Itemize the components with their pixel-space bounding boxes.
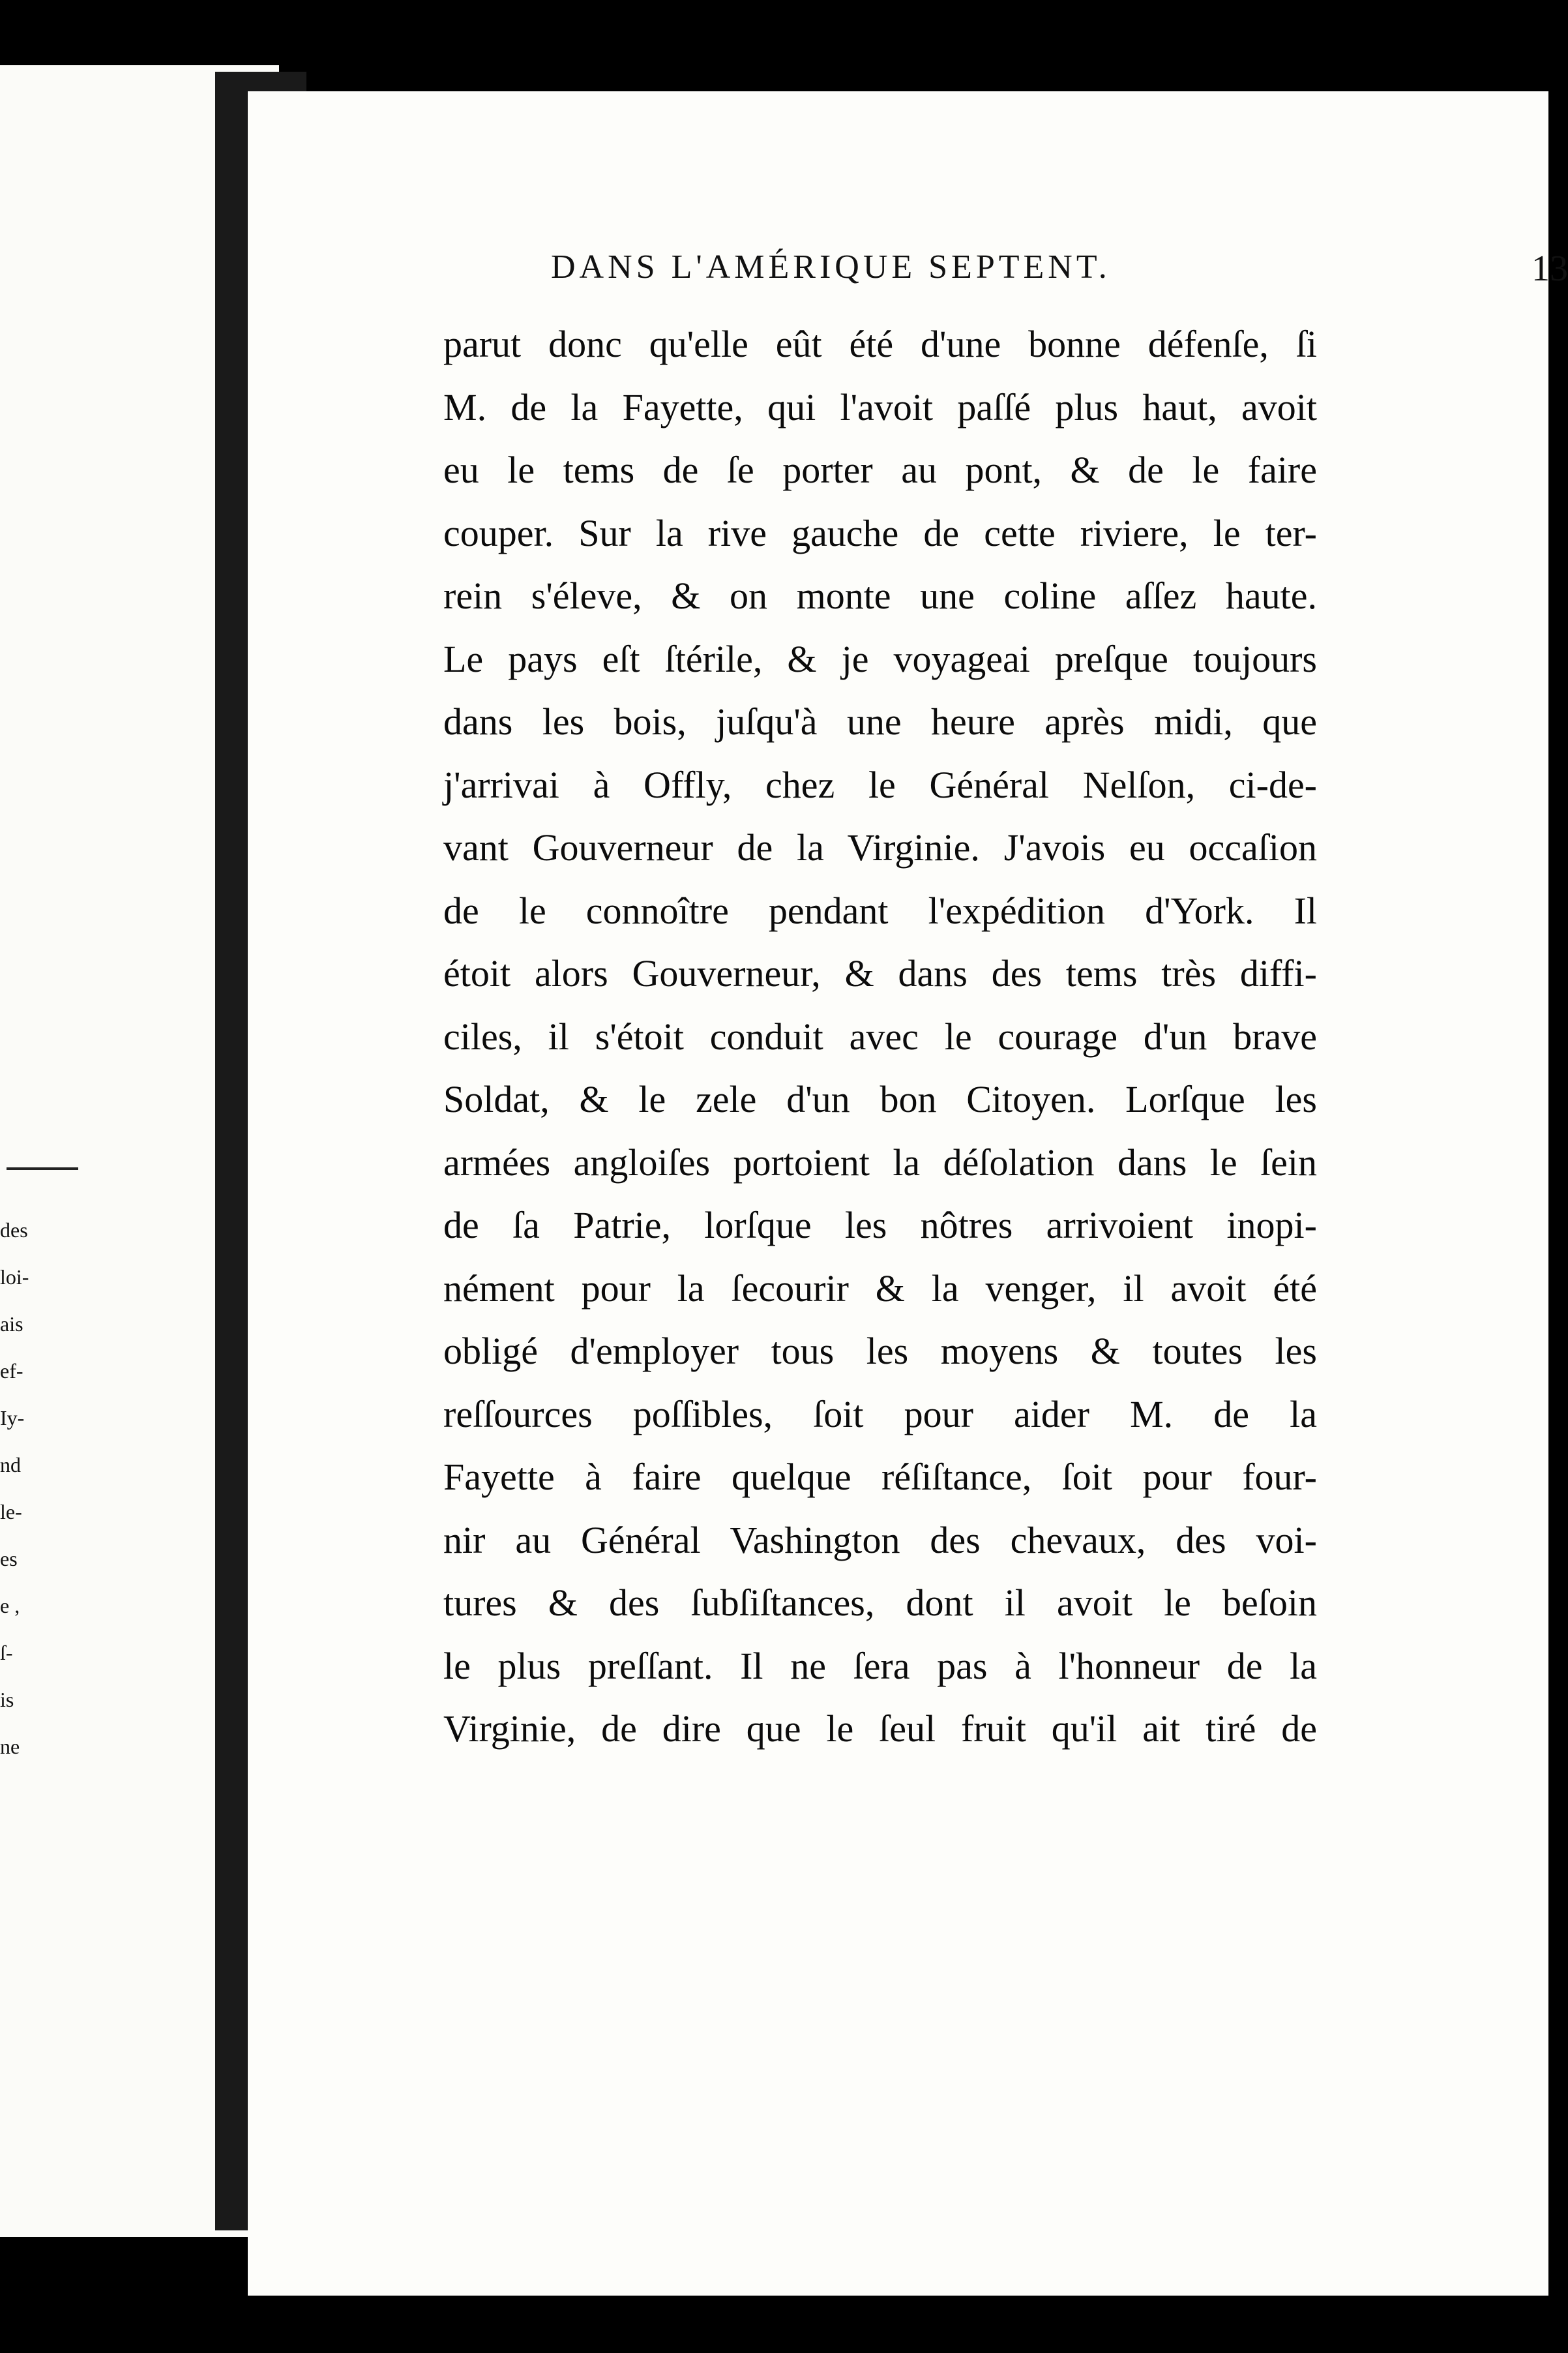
text-line: j'arrivai à Offly, chez le Général Nelſon, ci-de- [443, 763, 1317, 806]
left-note: ais [0, 1312, 23, 1336]
text-line: couper. Sur la rive gauche de cette riviere, le ter- [443, 511, 1317, 554]
text-line: rein s'éleve, & on monte une coline aſſez haute. [443, 575, 1317, 617]
left-note: is [0, 1688, 14, 1711]
running-head [551, 248, 1568, 300]
left-page-notes [0, 1206, 52, 1770]
running-head-title: DANS L'AMÉRIQUE SEPTENT. [551, 248, 1111, 286]
left-note: ſ- [0, 1641, 13, 1664]
text-line: Soldat, & le zele d'un bon Citoyen. Lorſque les [443, 1078, 1317, 1120]
text-line: nément pour la ſecourir & la venger, il avoit été [443, 1266, 1317, 1310]
text-line: tures & des ſubſiſtances, dont il avoit le beſoin [443, 1581, 1317, 1624]
text-line: ciles, il s'étoit conduit avec le courage d'un brave [443, 1015, 1317, 1058]
left-note: es [0, 1547, 18, 1570]
body-text [443, 313, 1317, 1761]
text-line: Virginie, de dire que le ſeul fruit qu'il ait tiré de [443, 1707, 1317, 1750]
text-line: étoit alors Gouverneur, & dans des tems très diffi- [443, 952, 1317, 995]
text-line: de ſa Patrie, lorſque les nôtres arrivoient inopi- [443, 1204, 1317, 1246]
text-line: le plus preſſant. Il ne ſera pas à l'honneur de la [443, 1644, 1317, 1687]
page-number: 13 [1531, 248, 1568, 289]
text-line: vant Gouverneur de la Virginie. J'avois eu occaſion [443, 826, 1317, 869]
text-line: armées angloiſes portoient la déſolation dans le ſein [443, 1141, 1317, 1184]
left-note: nd [0, 1453, 21, 1476]
left-note: loi- [0, 1265, 29, 1289]
left-note: le- [0, 1500, 22, 1523]
text-line: dans les bois, juſqu'à une heure après midi, que [443, 700, 1317, 743]
left-note: e , [0, 1594, 20, 1617]
text-line: obligé d'employer tous les moyens & toutes les [443, 1330, 1317, 1372]
text-line: M. de la Fayette, qui l'avoit paſſé plus haut, avoit [443, 385, 1317, 428]
left-note: Iy- [0, 1406, 25, 1430]
text-line: Le pays eſt ſtérile, & je voyageai preſque toujours [443, 637, 1317, 680]
left-page-rule [7, 1167, 78, 1170]
text-line: reſſources poſſibles, ſoit pour aider M. de la [443, 1392, 1317, 1435]
text-line: de le connoître pendant l'expédition d'York. Il [443, 889, 1317, 932]
left-note: ne [0, 1735, 20, 1758]
text-line: Fayette à faire quelque réſiſtance, ſoit pour four- [443, 1456, 1317, 1498]
text-line: nir au Général Vashington des chevaux, des voi- [443, 1518, 1317, 1561]
left-note: ef- [0, 1359, 23, 1383]
text-line: parut donc qu'elle eût été d'une bonne défenſe, ſi [443, 323, 1317, 365]
text-line: eu le tems de ſe porter au pont, & de le faire [443, 449, 1317, 491]
left-note: des [0, 1218, 28, 1242]
